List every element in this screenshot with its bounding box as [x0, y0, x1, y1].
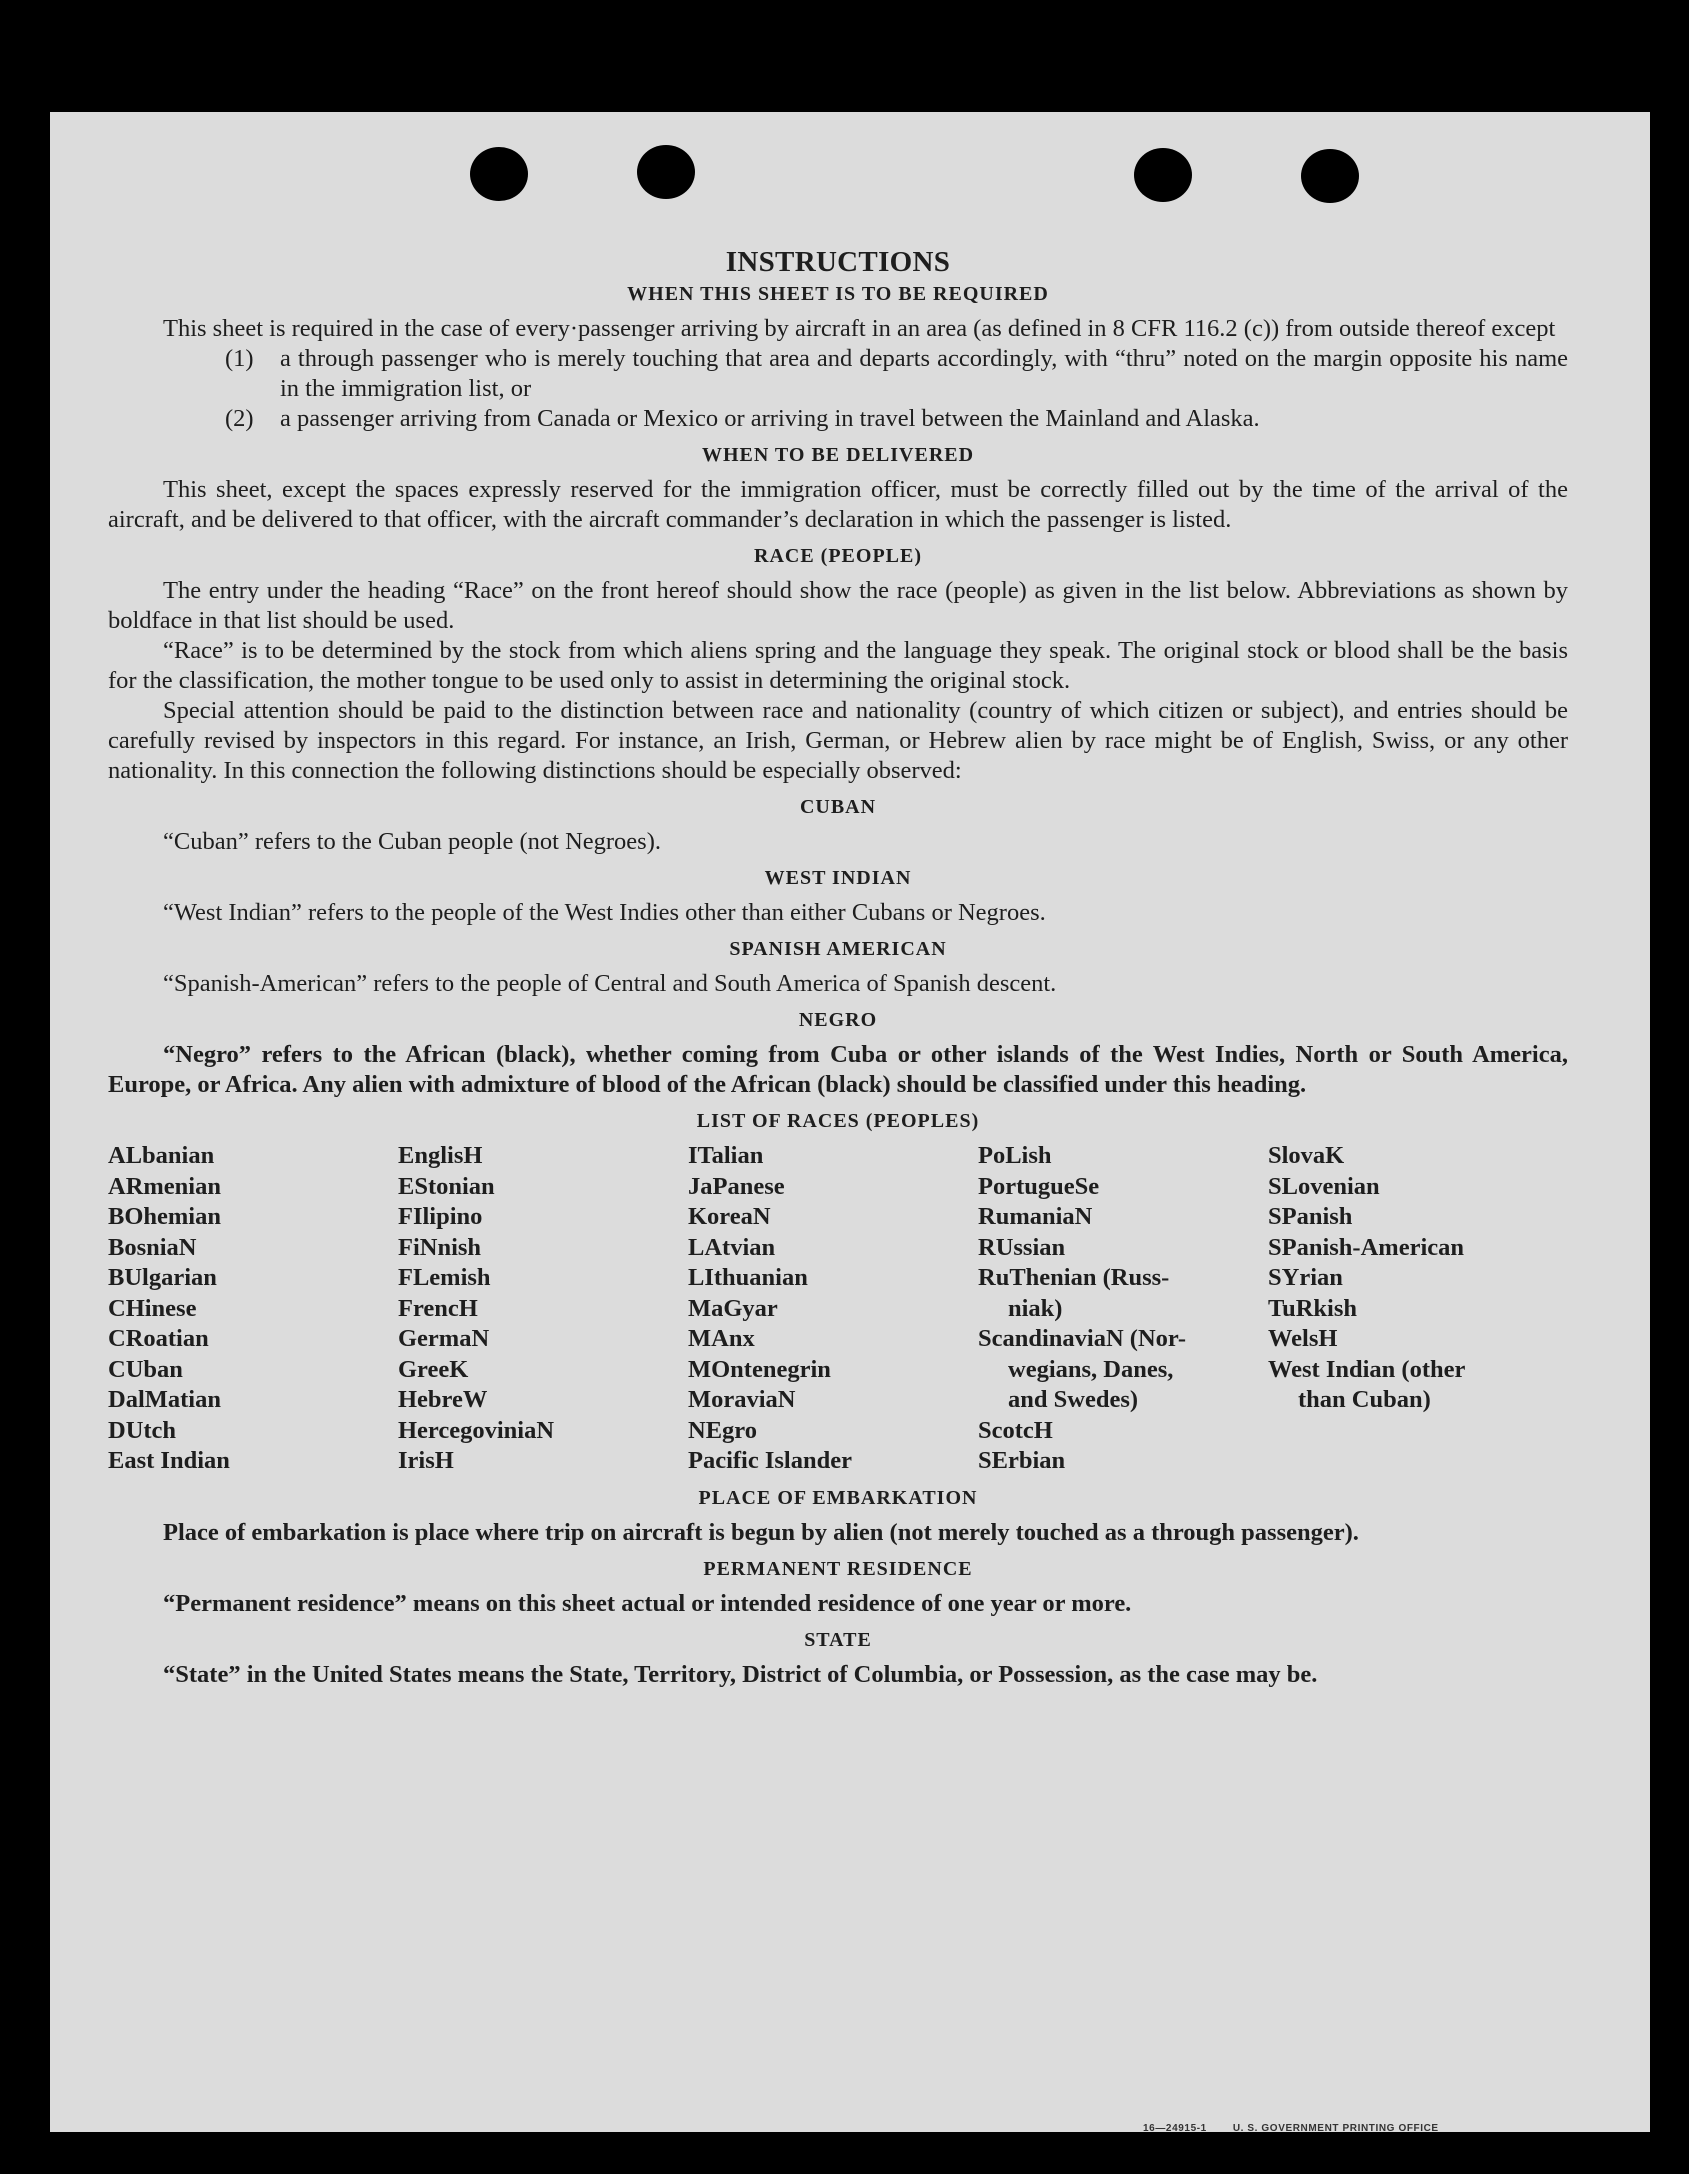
- race-name: IrisH: [398, 1447, 454, 1474]
- race-name: JaPanese: [688, 1172, 785, 1200]
- delivered-text: This sheet, except the spaces expressly reserved for the immigration officer, must be correctly filled out by the time of the arrival of the aircraft, and be delivered to that officer, with the aircraft commander’s declaration in which the passenger is listed.: [108, 476, 1568, 533]
- race-name: DalMatian: [108, 1386, 221, 1413]
- heading-list-of-races: LIST OF RACES (PEOPLES): [696, 1110, 980, 1132]
- race-item: [108, 1355, 398, 1386]
- race-name: HercegoviniaN: [398, 1416, 555, 1444]
- race-name: KoreaN: [688, 1203, 771, 1230]
- race-item: [398, 1141, 688, 1172]
- race-item: [398, 1416, 688, 1447]
- race-name: FiNnish: [398, 1233, 482, 1261]
- race-item: [398, 1294, 688, 1325]
- race-name: GreeK: [398, 1355, 469, 1383]
- race-name: SErbian: [978, 1447, 1066, 1474]
- race-name: FIlipino: [398, 1203, 483, 1230]
- race-item: [688, 1324, 978, 1355]
- race-item: [398, 1202, 688, 1233]
- race-name: BUlgarian: [108, 1264, 217, 1291]
- heading-permanent-residence: PERMANENT RESIDENCE: [703, 1557, 973, 1580]
- race-name: ARmenian: [108, 1172, 221, 1200]
- heading-spanish-american: SPANISH AMERICAN: [729, 938, 947, 960]
- race-name: FrencH: [398, 1294, 478, 1322]
- race-item: [108, 1172, 398, 1203]
- heading-west-indian: WEST INDIAN: [764, 867, 912, 889]
- heading-state: STATE: [804, 1628, 872, 1651]
- race-paragraph-2: “Race” is to be determined by the stock from which aliens spring and the language they speak. The original stock or blood shall be the basis for the classification, the mother tongue to be used only to assist in determining the original stock.: [108, 637, 1568, 694]
- race-name: PortugueSe: [978, 1172, 1100, 1200]
- spanish-american-text: “Spanish-American” refers to the people of Central and South America of Spanish descent.: [163, 970, 1057, 997]
- race-item: [1268, 1202, 1568, 1233]
- races-list: [108, 1141, 1568, 1477]
- race-name: LIthuanian: [688, 1264, 808, 1291]
- race-item: [108, 1416, 398, 1447]
- west-indian-text: “West Indian” refers to the people of the West Indies other than either Cubans or Negroes.: [163, 899, 1046, 926]
- punch-hole: [637, 145, 695, 199]
- race-name: EStonian: [398, 1172, 495, 1200]
- race-item: [688, 1202, 978, 1233]
- race-item: [1268, 1355, 1568, 1416]
- race-item: [108, 1233, 398, 1264]
- cuban-text: “Cuban” refers to the Cuban people (not Negroes).: [163, 828, 661, 855]
- race-name: EnglisH: [398, 1142, 483, 1169]
- race-name-continued: than Cuban): [1298, 1386, 1431, 1413]
- race-name: MoraviaN: [688, 1386, 796, 1413]
- negro-text: “Negro” refers to the African (black), whether coming from Cuba or other islands of the West Indies, North or South America, Europe, or Africa. Any alien with admixture of blood of the African (black) should be classified under this heading.: [108, 1041, 1568, 1098]
- race-column: [688, 1141, 978, 1477]
- race-name: MaGyar: [688, 1294, 778, 1322]
- race-name: ALbanian: [108, 1142, 215, 1169]
- race-item: [108, 1202, 398, 1233]
- race-item: [108, 1141, 398, 1172]
- race-item: [688, 1446, 978, 1477]
- footer-imprint: [1143, 2123, 1439, 2134]
- race-item: [398, 1233, 688, 1264]
- race-item: [978, 1172, 1268, 1203]
- race-paragraph-3: Special attention should be paid to the distinction between race and nationality (country of which citizen or subject), and entries should be carefully revised by inspectors in this regard. For instance, an Irish, German, or Hebrew alien by race might be of English, Swiss, or any other nationality. In this connection the following distinctions should be especially observed:: [108, 697, 1568, 784]
- race-item: [978, 1324, 1268, 1416]
- race-name: SPanish: [1268, 1203, 1353, 1230]
- punch-hole: [1134, 148, 1192, 202]
- race-name-continued: and Swedes): [1008, 1386, 1139, 1413]
- race-item: [688, 1141, 978, 1172]
- heading-when-required: WHEN THIS SHEET IS TO BE REQUIRED: [627, 283, 1049, 305]
- required-intro: This sheet is required in the case of every·passenger arriving by aircraft in an area (as defined in 8 CFR 116.2 (c)) from outside thereof except: [163, 315, 1556, 342]
- heading-cuban: CUBAN: [799, 796, 877, 818]
- race-name: East Indian: [108, 1447, 230, 1474]
- race-name: ITalian: [688, 1142, 764, 1169]
- race-item: [398, 1355, 688, 1386]
- page-title: INSTRUCTIONS: [725, 246, 951, 278]
- printer-name: U. S. GOVERNMENT PRINTING OFFICE: [1232, 2123, 1439, 2134]
- race-item: [108, 1446, 398, 1477]
- race-item: [398, 1324, 688, 1355]
- heading-place-of-embarkation: PLACE OF EMBARKATION: [698, 1486, 978, 1509]
- race-item: [1268, 1294, 1568, 1325]
- race-item: [978, 1263, 1268, 1324]
- race-paragraph-1: The entry under the heading “Race” on the front hereof should show the race (people) as given in the list below. Abbreviations as shown by boldface in that list should be used.: [108, 577, 1568, 634]
- race-item: [978, 1233, 1268, 1264]
- race-item: [1268, 1263, 1568, 1294]
- race-name: WelsH: [1268, 1325, 1338, 1352]
- race-item: [1268, 1233, 1568, 1264]
- heading-negro: NEGRO: [798, 1009, 878, 1031]
- race-name: BOhemian: [108, 1203, 221, 1230]
- race-item: [398, 1446, 688, 1477]
- race-item: [688, 1172, 978, 1203]
- race-item: [108, 1294, 398, 1325]
- race-name: BosniaN: [108, 1233, 197, 1261]
- race-name: RUssian: [978, 1233, 1066, 1261]
- instructions-content: [108, 246, 1568, 1690]
- race-item: [688, 1294, 978, 1325]
- exception-item: [108, 404, 1568, 434]
- race-name: DUtch: [108, 1416, 177, 1444]
- race-name: Pacific Islander: [688, 1447, 852, 1474]
- exception-text: a through passenger who is merely touching that area and departs accordingly, with “thru” noted on the margin opposite his name in the immigration list, or: [280, 345, 1568, 402]
- race-column: [1268, 1141, 1568, 1477]
- race-item: [398, 1385, 688, 1416]
- residence-text: “Permanent residence” means on this sheet actual or intended residence of one year or more.: [163, 1589, 1132, 1617]
- race-name: SlovaK: [1268, 1142, 1345, 1169]
- race-item: [108, 1263, 398, 1294]
- race-item: [688, 1355, 978, 1386]
- race-item: [688, 1263, 978, 1294]
- race-name: CRoatian: [108, 1325, 209, 1352]
- exception-text: a passenger arriving from Canada or Mexico or arriving in travel between the Mainland and Alaska.: [280, 405, 1260, 432]
- race-name: NEgro: [688, 1416, 757, 1444]
- race-column: [108, 1141, 398, 1477]
- race-name-continued: niak): [1008, 1294, 1063, 1322]
- punch-hole: [470, 147, 528, 201]
- race-item: [978, 1446, 1268, 1477]
- embarkation-text: Place of embarkation is place where trip on aircraft is begun by alien (not merely touched as a through passenger).: [163, 1518, 1359, 1546]
- race-name: TuRkish: [1268, 1294, 1358, 1322]
- race-item: [1268, 1172, 1568, 1203]
- race-name-continued: wegians, Danes,: [1008, 1355, 1174, 1383]
- race-name: HebreW: [398, 1386, 488, 1413]
- heading-race: RACE (PEOPLE): [754, 545, 922, 567]
- race-name: RumaniaN: [978, 1203, 1093, 1230]
- exception-list: [108, 344, 1568, 434]
- race-name: SPanish-American: [1268, 1233, 1464, 1261]
- race-item: [108, 1324, 398, 1355]
- heading-when-delivered: WHEN TO BE DELIVERED: [701, 444, 975, 466]
- exception-item: [108, 344, 1568, 404]
- race-column: [398, 1141, 688, 1477]
- race-item: [1268, 1141, 1568, 1172]
- race-item: [688, 1233, 978, 1264]
- race-item: [688, 1385, 978, 1416]
- race-name: GermaN: [398, 1325, 490, 1352]
- document-page: [50, 112, 1650, 2132]
- race-name: ScandinaviaN (Nor-: [978, 1325, 1187, 1352]
- race-name: PoLish: [978, 1142, 1052, 1169]
- race-item: [688, 1416, 978, 1447]
- race-name: FLemish: [398, 1264, 491, 1291]
- race-name: LAtvian: [688, 1233, 776, 1261]
- exception-number: (1): [225, 345, 254, 372]
- race-name: SYrian: [1268, 1264, 1343, 1291]
- race-item: [108, 1385, 398, 1416]
- race-name: MOntenegrin: [688, 1355, 831, 1383]
- race-name: RuThenian (Russ-: [978, 1264, 1170, 1291]
- exception-number: (2): [225, 405, 254, 432]
- form-number: 16—24915-1: [1143, 2123, 1207, 2134]
- race-name: CHinese: [108, 1294, 197, 1322]
- race-name: CUban: [108, 1355, 183, 1383]
- race-column: [978, 1141, 1268, 1477]
- punch-hole: [1301, 149, 1359, 203]
- race-item: [1268, 1324, 1568, 1355]
- race-item: [978, 1202, 1268, 1233]
- state-text: “State” in the United States means the State, Territory, District of Columbia, or Possession, as the case may be.: [163, 1660, 1318, 1688]
- race-name: SLovenian: [1268, 1172, 1380, 1200]
- race-name: ScotcH: [978, 1416, 1053, 1444]
- race-item: [398, 1172, 688, 1203]
- race-name: West Indian (other: [1268, 1355, 1466, 1383]
- race-item: [978, 1416, 1268, 1447]
- race-item: [398, 1263, 688, 1294]
- race-item: [978, 1141, 1268, 1172]
- race-name: MAnx: [688, 1325, 755, 1352]
